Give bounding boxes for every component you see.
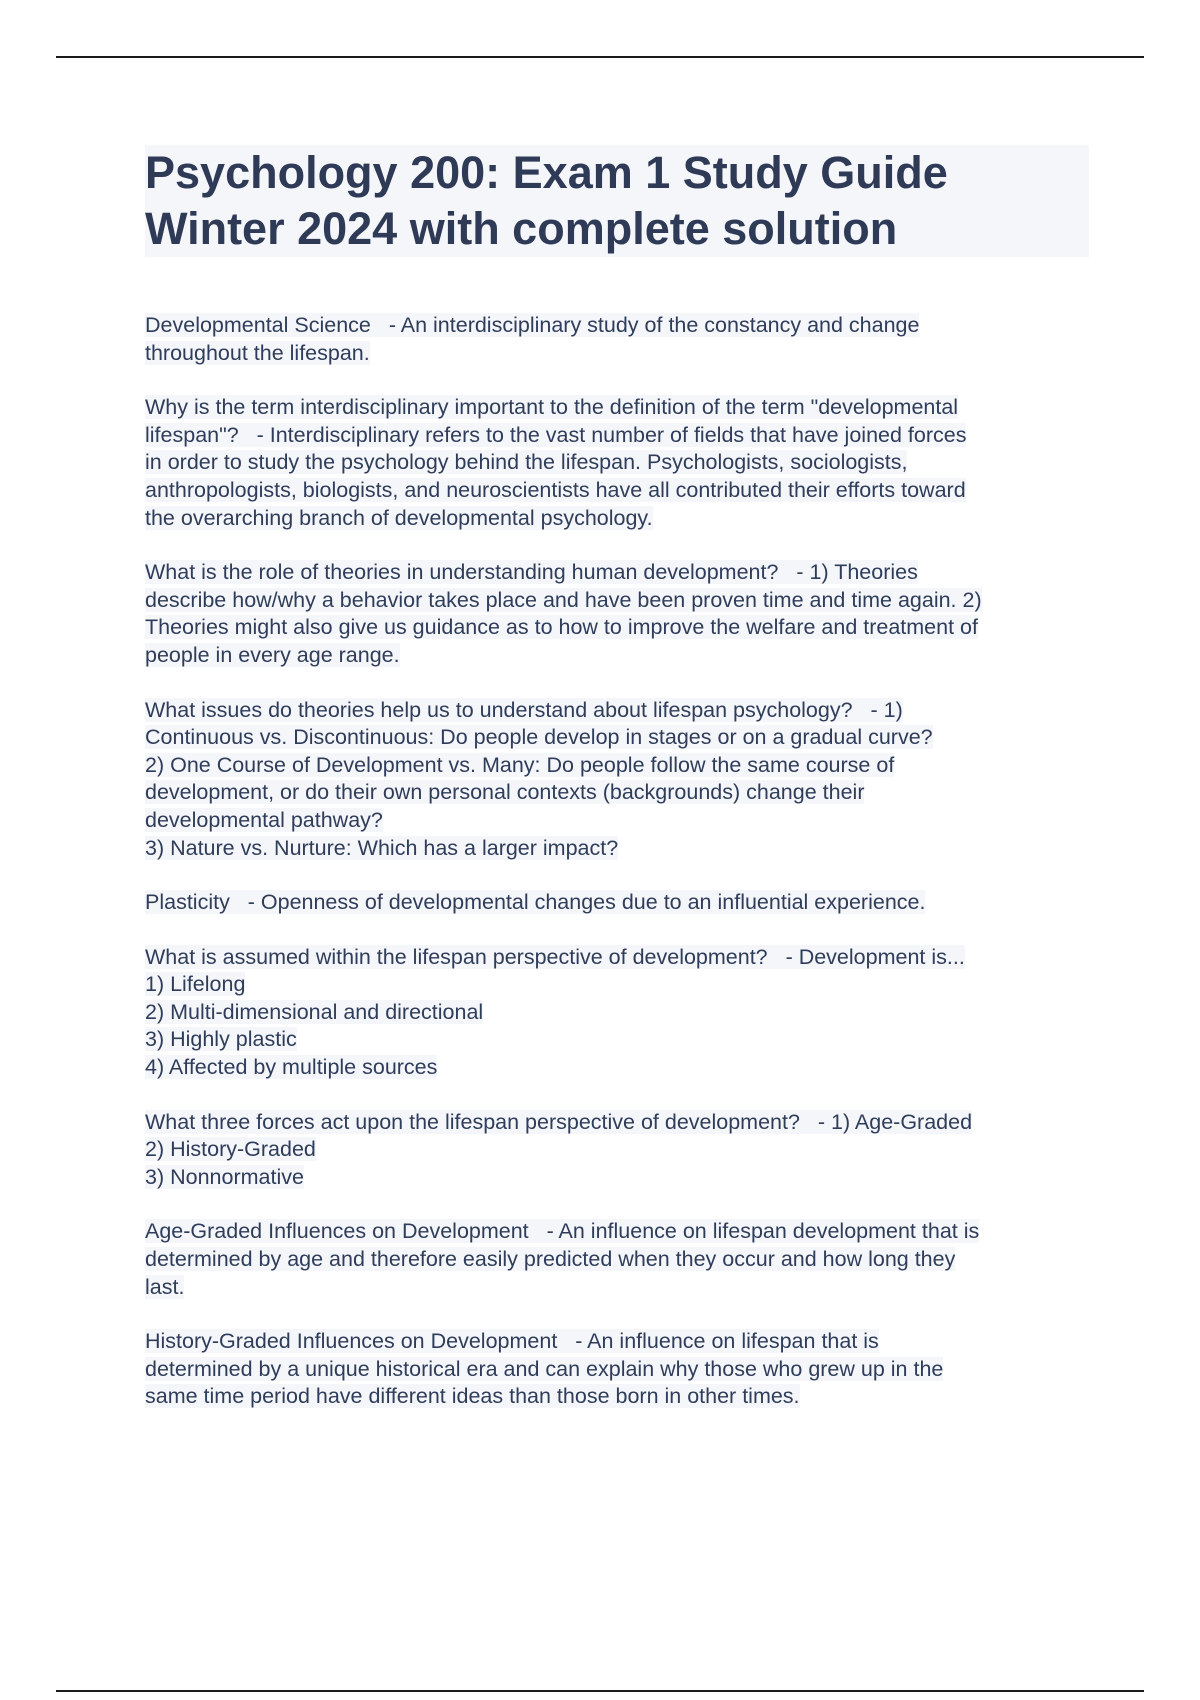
entry-definition-line: developmental pathway? [145, 807, 383, 832]
study-entry [145, 1109, 1089, 1192]
entry-definition-line: - 1) Age-Graded [817, 1109, 973, 1134]
entry-definition-line: determined by age and therefore easily predicted when they occur and how long they [145, 1247, 956, 1272]
entry-definition-line: the overarching branch of developmental psychology. [145, 505, 653, 530]
entry-term: What three forces act upon the lifespan perspective of development? [145, 1109, 800, 1134]
entry-definition-line: people in every age range. [145, 642, 400, 667]
entry-definition-line: 1) Lifelong [145, 972, 246, 997]
entry-term: Developmental Science [145, 313, 371, 337]
study-entry [145, 944, 1089, 1082]
entry-term: Age-Graded Influences on Development [145, 1219, 529, 1244]
page-title [145, 145, 1089, 257]
title-line-2: Winter 2024 with complete solution [145, 203, 898, 254]
top-rule [56, 56, 1144, 58]
entry-definition-line: - 1) Theories [796, 560, 918, 585]
bottom-rule [56, 1690, 1144, 1692]
entry-definition-line: 2) Multi-dimensional and directional [145, 999, 484, 1024]
entry-definition-line: Continuous vs. Discontinuous: Do people develop in stages or on a gradual curve? [145, 725, 933, 750]
entry-definition-line: 3) Highly plastic [145, 1027, 297, 1052]
entry-definition-line: anthropologists, biologists, and neuroscientists have all contributed their efforts toward [145, 477, 966, 502]
entry-term: Why is the term interdisciplinary important to the definition of the term "developmental [145, 395, 959, 420]
entry-term: What issues do theories help us to understand about lifespan psychology? [145, 697, 853, 722]
entry-definition-line: 2) History-Graded [145, 1137, 316, 1162]
study-entry [145, 697, 1089, 863]
entry-definition-line: Theories might also give us guidance as to how to improve the welfare and treatment of [145, 615, 978, 640]
entry-definition-line: - An influence on lifespan development that is [546, 1219, 980, 1244]
entry-definition-line: - An interdisciplinary study of the constancy and change [388, 313, 920, 337]
entry-definition-line: determined by a unique historical era and can explain why those who grew up in the [145, 1356, 944, 1381]
entry-definition-line: describe how/why a behavior takes place and have been proven time and time again. 2) [145, 587, 982, 612]
entry-definition-line: same time period have different ideas than those born in other times. [145, 1384, 800, 1409]
entry-definition-line: last. [145, 1274, 185, 1299]
study-entry [145, 1218, 1089, 1301]
entry-definition-line: 4) Affected by multiple sources [145, 1055, 438, 1080]
study-entry [145, 1328, 1089, 1411]
entry-term: What is assumed within the lifespan perspective of development? [145, 944, 768, 969]
entry-definition-line: 3) Nature vs. Nurture: Which has a larger impact? [145, 835, 619, 860]
study-entry [145, 394, 1089, 532]
entry-definition-line: lifespan"? - Interdisciplinary refers to the vast number of fields that have joined forces [145, 422, 967, 447]
title-line-1: Psychology 200: Exam 1 Study Guide [145, 147, 948, 198]
entry-term: Plasticity [145, 890, 230, 915]
study-entry [145, 889, 1089, 917]
entry-definition-line: - Openness of developmental changes due to an influential experience. [247, 890, 926, 915]
entry-definition-line: - An influence on lifespan that is [575, 1329, 879, 1354]
study-entry [145, 312, 1089, 367]
entry-definition-line: 2) One Course of Development vs. Many: Do people follow the same course of [145, 752, 895, 777]
entry-definition-line: - 1) [870, 697, 903, 722]
entry-definition-line: development, or do their own personal contexts (backgrounds) change their [145, 780, 865, 805]
entry-definition-line: 3) Nonnormative [145, 1164, 304, 1189]
entry-definition-line: in order to study the psychology behind the lifespan. Psychologists, sociologists, [145, 450, 908, 475]
study-entry [145, 559, 1089, 669]
entry-definition-line: throughout the lifespan. [145, 340, 370, 365]
document-body [145, 145, 1089, 1438]
entry-term: History-Graded Influences on Development [145, 1329, 558, 1354]
entry-term: What is the role of theories in understanding human development? [145, 560, 779, 585]
entry-definition-line: - Development is... [785, 944, 965, 969]
